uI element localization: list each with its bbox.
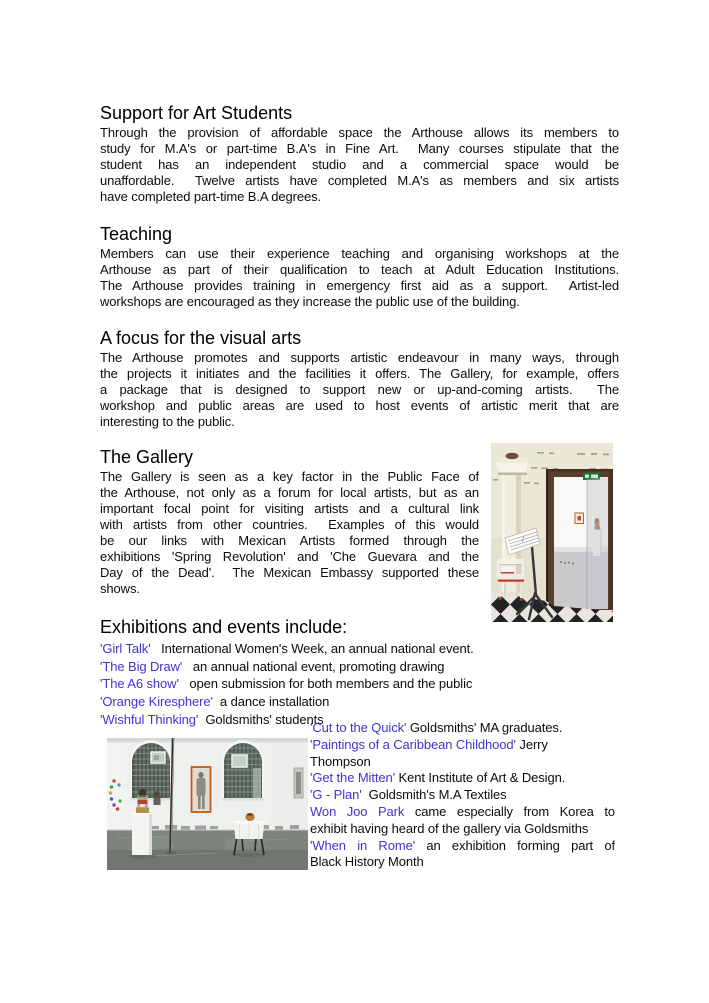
text-segment: shows. <box>100 581 140 596</box>
text-line <box>100 398 619 414</box>
text-segment: the Arthouse, not only as a forum for local artists, but as an <box>100 485 479 500</box>
text-segment: Goldsmiths' MA graduates. <box>406 720 563 735</box>
text-line <box>100 581 479 597</box>
text-segment: interesting to the public. <box>100 414 235 429</box>
text-line <box>100 414 619 430</box>
dark-bust <box>154 791 161 805</box>
text-segment: a dance installation <box>212 694 330 710</box>
text-line <box>310 838 615 855</box>
paragraph-teaching <box>100 246 619 310</box>
text-segment: be our links with Mexican Artists formed through the <box>100 533 479 548</box>
text-line <box>100 693 620 711</box>
heading-teaching: Teaching <box>100 224 173 244</box>
text-segment: Goldsmiths' students <box>198 711 324 727</box>
exhibition-link[interactable]: 'Orange Kiresphere' <box>100 694 213 710</box>
heading-the-gallery: The Gallery <box>100 447 194 467</box>
text-segment: Goldsmith's M.A Textiles <box>361 787 507 803</box>
doorway-interior <box>554 473 608 610</box>
paragraph-focus <box>100 350 619 430</box>
text-line <box>100 565 479 581</box>
text-line <box>100 658 620 676</box>
text-segment: unaffordable. Twelve artists have completed M.A's as members and six artists <box>100 173 619 188</box>
text-segment: Through the provision of affordable space the Arthouse allows its members to <box>100 125 619 140</box>
text-segment: Jerry <box>515 736 548 752</box>
gallery-doorway-photo <box>491 443 613 622</box>
text-line <box>310 821 615 838</box>
gallery-interior-photo <box>107 738 308 870</box>
text-segment: Members can use their experience teaching and organising workshops at the <box>100 246 619 261</box>
heading-focus-visual-arts: A focus for the visual arts <box>100 328 302 348</box>
text-line <box>310 854 615 871</box>
text-segment: open submission for both members and the public <box>178 676 473 692</box>
text-segment: Black History Month <box>310 854 424 870</box>
exhibition-details-column <box>310 720 615 871</box>
figure-artwork-orange-frame <box>192 767 211 812</box>
text-line <box>100 246 619 262</box>
text-segment: Day of the Dead'. The Mexican Embassy supported these <box>100 565 479 580</box>
text-segment: workshop and public areas are used to host events of artistic merit that are <box>100 398 619 413</box>
text-segment: came especially from Korea to <box>404 803 615 819</box>
text-segment: with artists from other countries. Examples of this would <box>100 517 479 532</box>
text-line <box>100 533 479 549</box>
text-line <box>310 787 615 804</box>
paragraph-gallery <box>100 469 479 597</box>
exhibition-link[interactable]: 'G - Plan' <box>310 787 362 803</box>
text-line <box>100 366 619 382</box>
text-line <box>100 640 620 658</box>
open-door-leaf <box>587 477 608 609</box>
text-segment: Thompson <box>310 753 371 769</box>
text-segment: The Arthouse promotes and supports artistic endeavour in many ways, through <box>100 350 619 365</box>
text-line <box>100 485 479 501</box>
text-segment: have completed part-time B.A degrees. <box>100 189 322 204</box>
text-segment: the projects it initiates and the facilities it offers. The Gallery, for example, offers <box>100 366 619 381</box>
text-line <box>100 173 619 189</box>
exhibition-link[interactable]: 'Paintings of a Caribbean Childhood' <box>310 736 516 752</box>
exhibition-link[interactable]: Won Joo Park <box>310 803 405 819</box>
heading-exhibitions: Exhibitions and events include: <box>100 617 348 637</box>
text-line <box>310 754 615 771</box>
right-arched-window <box>222 740 264 801</box>
text-line <box>310 720 615 737</box>
text-segment: International Women's Week, an annual national event. <box>150 641 474 656</box>
text-line <box>100 125 619 141</box>
text-segment: important focal point for visiting artists and a cultural link <box>100 501 479 516</box>
text-segment: an annual national event, promoting drawing <box>182 658 445 674</box>
text-segment: Arthouse as part of their qualification to teach at Adult Education Institutions. <box>100 262 619 277</box>
text-segment: study for M.A's or part-time B.A's in Fine Art. Many courses stipulate that the <box>100 141 619 156</box>
exhibition-link[interactable]: 'Girl Talk' <box>100 641 151 656</box>
text-line <box>100 501 479 517</box>
paragraph-support <box>100 125 619 205</box>
text-line <box>100 278 619 294</box>
text-segment: a package that is designed to support new or up-and-coming artists. The <box>100 382 619 397</box>
gallery-interior-illustration <box>107 738 308 870</box>
text-line <box>100 262 619 278</box>
text-segment: Kent Institute of Art & Design. <box>395 770 566 786</box>
text-line <box>310 770 615 787</box>
right-wall-artwork <box>294 768 303 798</box>
text-segment: workshops are encouraged as they increase the public use of the building. <box>100 294 520 309</box>
left-arched-window <box>130 740 172 801</box>
text-line <box>100 294 619 310</box>
text-line <box>100 675 620 693</box>
exhibition-link[interactable]: 'The A6 show' <box>100 676 179 692</box>
exhibition-link[interactable]: 'Cut to the Quick' <box>310 720 407 735</box>
text-line <box>100 350 619 366</box>
heading-support-for-art-students: Support for Art Students <box>100 103 293 123</box>
gallery-doorway-illustration <box>491 443 613 622</box>
text-segment: The Gallery is seen as a key factor in the Public Face of <box>100 469 479 484</box>
text-line <box>100 549 479 565</box>
text-segment: exhibit having heard of the gallery via Goldsmiths <box>310 820 589 836</box>
text-line <box>100 517 479 533</box>
exhibition-link[interactable]: 'The Big Draw' <box>100 658 183 674</box>
text-line <box>100 141 619 157</box>
text-line <box>100 469 479 485</box>
text-segment: student has an independent studio and a commercial space would be <box>100 157 619 172</box>
exhibition-link[interactable]: 'When in Rome' <box>310 837 416 853</box>
text-line <box>100 189 619 205</box>
text-line <box>310 737 615 754</box>
text-line <box>100 382 619 398</box>
text-segment: The Arthouse provides training in emergency first aid as a support. Artist-led <box>100 278 619 293</box>
text-segment: exhibitions 'Spring Revolution' and 'Che Guevara and the <box>100 549 479 564</box>
exhibition-list <box>100 640 620 729</box>
text-line <box>100 157 619 173</box>
text-segment: an exhibition forming part of <box>415 837 615 853</box>
exhibition-link[interactable]: 'Get the Mitten' <box>310 770 396 786</box>
exhibition-link[interactable]: 'Wishful Thinking' <box>100 711 199 727</box>
text-line <box>310 804 615 821</box>
